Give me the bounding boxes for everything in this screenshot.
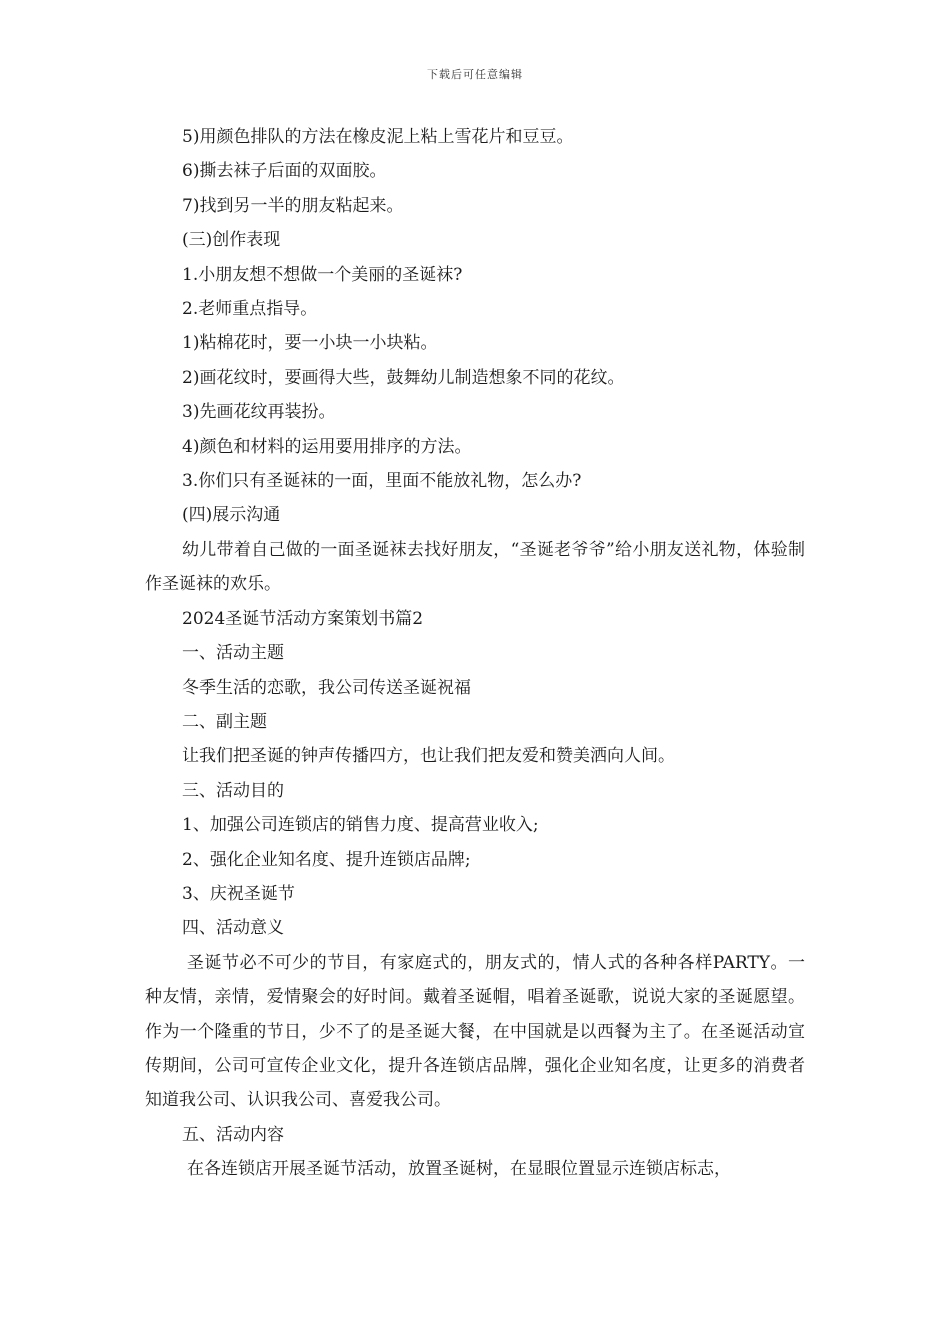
text-line: 1)粘棉花时，要一小块一小块粘。: [182, 333, 438, 354]
section-heading: 四、活动意义: [182, 918, 284, 939]
text-line: 7)找到另一半的朋友粘起来。: [182, 195, 404, 216]
section-heading: 一、活动主题: [182, 643, 284, 664]
paragraph: 圣诞节必不可少的节目，有家庭式的，朋友式的，情人式的各种各样PARTY。一种友情，亲情，爱情聚会的好时间。戴着圣诞帽，唱着圣诞歌，说说大家的圣诞愿望。作为一个隆重的节日，少不了的是圣诞大餐，在中国就是以西餐为主了。在圣诞活动宣传期间，公司可宣传企业文化，提升各连锁店品牌，强化企业知名度，让更多的消费者知道我公司、认识我公司、喜爱我公司。: [145, 952, 805, 1111]
paragraph: 幼儿带着自己做的一面圣诞袜去找好朋友，“圣诞老爷爷”给小朋友送礼物，体验制作圣诞袜的欢乐。: [145, 539, 805, 595]
text-line: 5)用颜色排队的方法在橡皮泥上粘上雪花片和豆豆。: [182, 127, 574, 147]
section-heading: (四)展示沟通: [182, 505, 281, 526]
text-line: 2)画花纹时，要画得大些，鼓舞幼儿制造想象不同的花纹。: [182, 367, 625, 388]
section-heading: 五、活动内容: [182, 1124, 284, 1145]
text-line: 3)先画花纹再装扮。: [182, 402, 336, 423]
text-line: 冬季生活的恋歌，我公司传送圣诞祝福: [182, 677, 471, 698]
text-line: 1、加强公司连锁店的销售力度、提高营业收入;: [182, 815, 539, 836]
section-heading: 二、副主题: [182, 711, 267, 732]
text-line: 2.老师重点指导。: [182, 299, 318, 320]
text-line: 1.小朋友想不想做一个美丽的圣诞袜?: [182, 264, 463, 285]
text-line: 3.你们只有圣诞袜的一面，里面不能放礼物，怎么办?: [182, 471, 582, 492]
text-line: 2、强化企业知名度、提升连锁店品牌;: [182, 849, 471, 870]
text-line: 3、庆祝圣诞节: [182, 883, 295, 904]
text-line: 让我们把圣诞的钟声传播四方，也让我们把友爱和赞美洒向人间。: [182, 746, 675, 767]
text-line: 6)撕去袜子后面的双面胶。: [182, 161, 387, 182]
document-body: [145, 120, 805, 1187]
text-line: 4)颜色和材料的运用要用排序的方法。: [182, 436, 472, 457]
document-subtitle: 2024圣诞节活动方案策划书篇2: [182, 608, 424, 629]
paragraph: 在各连锁店开展圣诞节活动，放置圣诞树，在显眼位置显示连锁店标志，: [187, 1159, 731, 1180]
section-heading: 三、活动目的: [182, 780, 284, 801]
section-heading: (三)创作表现: [182, 230, 281, 251]
page-header: 下载后可任意编辑: [427, 68, 523, 81]
